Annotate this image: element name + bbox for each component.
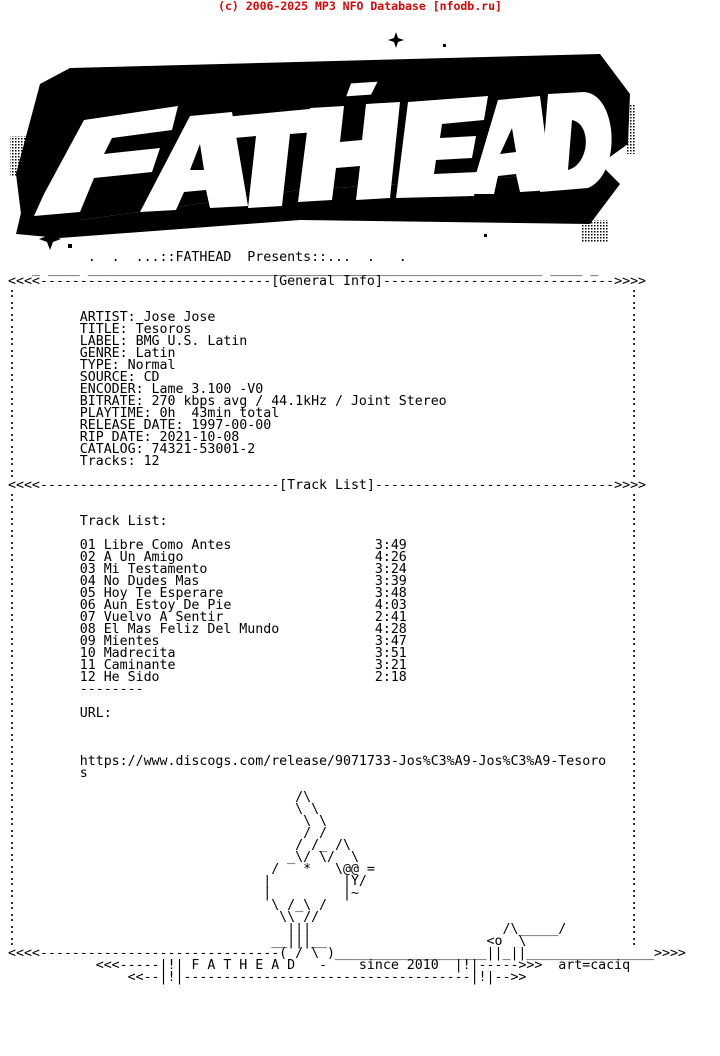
border-line: : : <box>8 466 639 481</box>
track-row: : 09 Mientes 3:47 : <box>8 634 639 649</box>
section-track-list: <<<<------------------------------[Track List]------------------------------>>>> <box>8 478 647 493</box>
track-row: : 03 Mi Testamento 3:24 : <box>8 562 639 577</box>
border-line: : : <box>8 718 639 733</box>
track-row: : 11 Caminante 3:21 : <box>8 658 639 673</box>
border-line: : : <box>8 742 639 757</box>
ascii-art-line: : / * \@@ = : <box>8 862 639 877</box>
info-tracks: : Tracks: 12 : <box>8 454 639 469</box>
ascii-art-line: : | |Y/ : <box>8 874 639 889</box>
info-type: : TYPE: Normal : <box>8 358 639 373</box>
ascii-art-line: : /\ : <box>8 790 639 805</box>
section-general-info: <<<<-----------------------------[General Info]----------------------------->>>> <box>8 274 647 289</box>
tracks-rule: : -------- : <box>8 682 639 697</box>
ascii-art-line: : _\/ \/ \ : <box>8 850 639 865</box>
info-title: : TITLE: Tesoros : <box>8 322 639 337</box>
track-row: : 06 Aun Estoy De Pie 4:03 : <box>8 598 639 613</box>
fathead-logo <box>0 24 720 254</box>
border-line: : : <box>8 730 639 745</box>
footer-line: <<--|!|------------------------------------|!|-->> <box>8 970 527 985</box>
ascii-art-line: : / / : <box>8 826 639 841</box>
top-rule: _ ____ _________________________________________________________ ____ _ <box>8 262 599 277</box>
url-value-wrap: : s : <box>8 766 639 781</box>
ascii-art-line: : \ /_\ / : <box>8 898 639 913</box>
track-row: : 10 Madrecita 3:51 : <box>8 646 639 661</box>
ascii-art-line: : \ \ : <box>8 802 639 817</box>
track-row: : 01 Libre Como Antes 3:49 : <box>8 538 639 553</box>
ascii-art-line: : | |~ : <box>8 886 639 901</box>
ascii-art-line: : __|||__ <o \ : <box>8 934 639 949</box>
border-line: : : <box>8 298 639 313</box>
track-row: : 08 El Mas Feliz Del Mundo 4:28 : <box>8 622 639 637</box>
border-line: : : <box>8 490 639 505</box>
border-line: : : <box>8 778 639 793</box>
url-label: : URL: : <box>8 706 639 721</box>
info-artist: : ARTIST: Jose Jose : <box>8 310 639 325</box>
track-row: : 07 Vuelvo A Sentir 2:41 : <box>8 610 639 625</box>
info-encoder: : ENCODER: Lame 3.100 -V0 : <box>8 382 639 397</box>
track-row: : 12 He Sido 2:18 : <box>8 670 639 685</box>
info-bitrate: : BITRATE: 270 kbps avg / 44.1kHz / Joint Stereo : <box>8 394 639 409</box>
footer-line: <<<-----|!| F A T H E A D - since 2010 |!|----->>> art=caciq <box>8 958 631 973</box>
track-row: : 02 A Un Amigo 4:26 : <box>8 550 639 565</box>
info-catalog: : CATALOG: 74321-53001-2 : <box>8 442 639 457</box>
track-list-heading: : Track List: : <box>8 514 639 529</box>
track-row: : 04 No Dudes Mas 3:39 : <box>8 574 639 589</box>
info-release-date: : RELEASE DATE: 1997-00-00 : <box>8 418 639 433</box>
ascii-art-line: : ||| /\_____/ : <box>8 922 639 937</box>
info-source: : SOURCE: CD : <box>8 370 639 385</box>
border-line: : : <box>8 502 639 517</box>
info-playtime: : PLAYTIME: 0h 43min total : <box>8 406 639 421</box>
ascii-art-line: : \\ // : <box>8 910 639 925</box>
url-value: : https://www.discogs.com/release/9071733-Jos%C3%A9-Jos%C3%A9-Tesoro : <box>8 754 639 769</box>
nfo-document <box>8 252 686 984</box>
ascii-art-line: : \ \ : <box>8 814 639 829</box>
border-line: : : <box>8 286 639 301</box>
border-line: : : <box>8 694 639 709</box>
bottom-rule: <<<<------------------------------( / \ )___________________||_||________________>>>> <box>8 946 686 961</box>
border-line: : : <box>8 526 639 541</box>
track-row: : 05 Hoy Te Esperare 3:48 : <box>8 586 639 601</box>
copyright-banner: (c) 2006-2025 MP3 NFO Database [nfodb.ru] <box>218 0 502 13</box>
info-genre: : GENRE: Latin : <box>8 346 639 361</box>
presents-line: . . ...::FATHEAD Presents::... . . <box>8 250 407 265</box>
info-rip-date: : RIP DATE: 2021-10-08 : <box>8 430 639 445</box>
ascii-art-line: : / /_ /\ : <box>8 838 639 853</box>
info-label: : LABEL: BMG U.S. Latin : <box>8 334 639 349</box>
